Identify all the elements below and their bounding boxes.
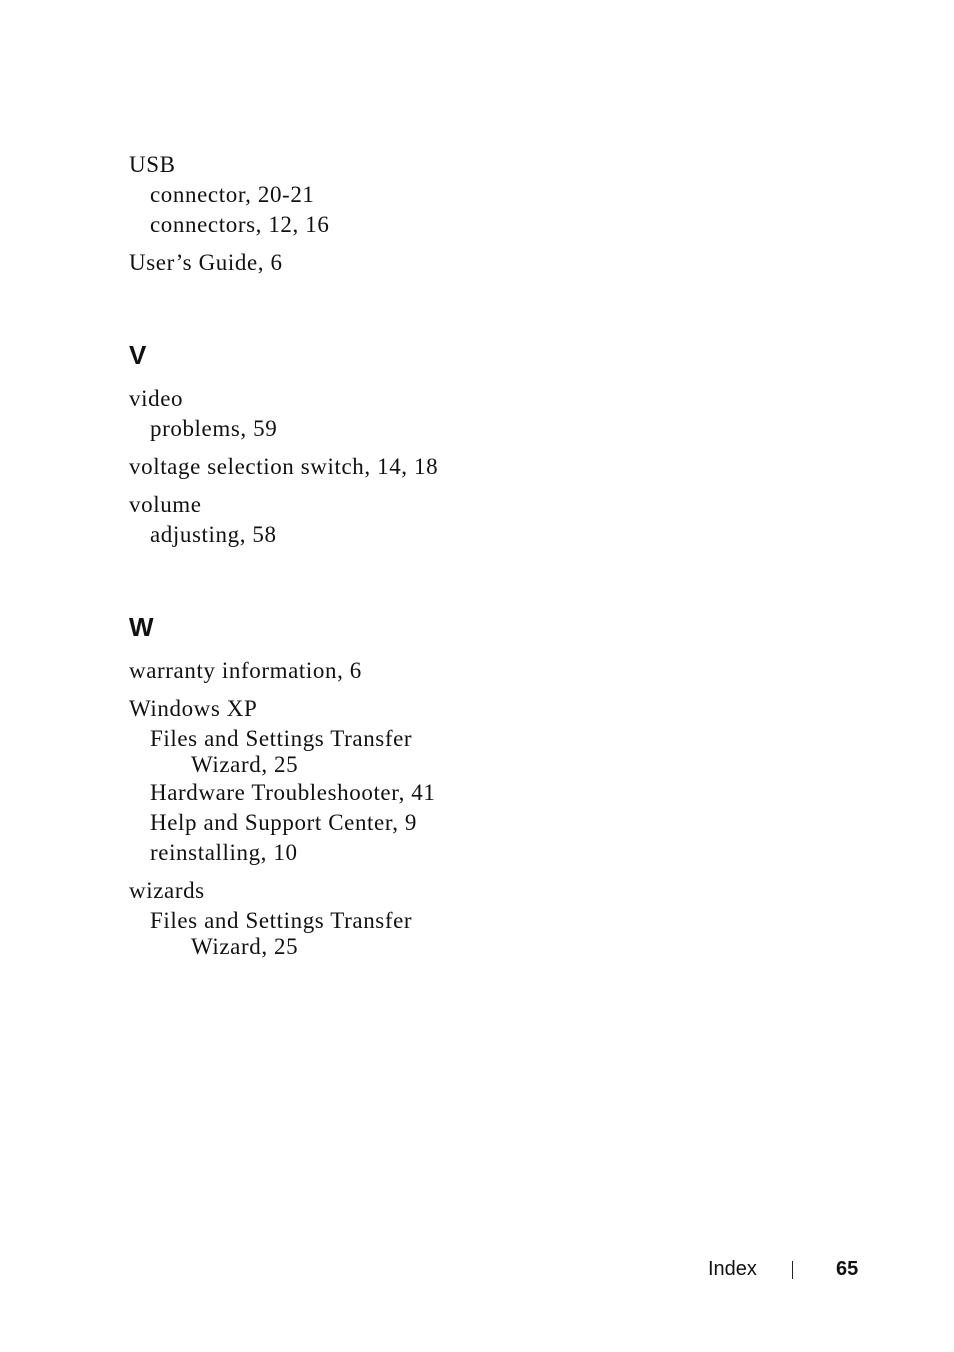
index-section-w: [129, 610, 829, 960]
section-letter-v: V: [129, 340, 147, 370]
index-section-v: [129, 338, 829, 550]
index-section-u: [129, 150, 829, 278]
index-subterm: problems, 59: [150, 416, 278, 441]
index-subterm: Help and Support Center, 9: [150, 810, 417, 835]
index-subterm: connectors, 12, 16: [150, 212, 330, 237]
footer-section-label: Index: [708, 1258, 757, 1280]
index-subterm-continued: Wizard, 25: [191, 752, 299, 777]
index-subterm: Files and Settings Transfer: [150, 726, 413, 751]
page-number: 65: [836, 1258, 859, 1280]
index-term-video: video: [129, 386, 184, 411]
index-subterm: Files and Settings Transfer: [150, 908, 413, 933]
index-term-usb: USB: [129, 152, 176, 177]
footer-separator: [792, 1261, 793, 1279]
index-term-warranty: warranty information, 6: [129, 658, 362, 683]
index-subterm: reinstalling, 10: [150, 840, 298, 865]
index-term-windows-xp: Windows XP: [129, 696, 258, 721]
index-term-users-guide: User’s Guide, 6: [129, 250, 283, 275]
index-term-wizards: wizards: [129, 878, 205, 903]
section-letter-w: W: [129, 612, 154, 642]
index-subterm: adjusting, 58: [150, 522, 277, 547]
index-content: [129, 150, 829, 960]
index-term-voltage: voltage selection switch, 14, 18: [129, 454, 439, 479]
index-subterm: Hardware Troubleshooter, 41: [150, 780, 436, 805]
index-subterm: connector, 20-21: [150, 182, 315, 207]
index-term-volume: volume: [129, 492, 202, 517]
index-subterm-continued: Wizard, 25: [191, 934, 299, 959]
page-footer: [0, 1256, 954, 1286]
